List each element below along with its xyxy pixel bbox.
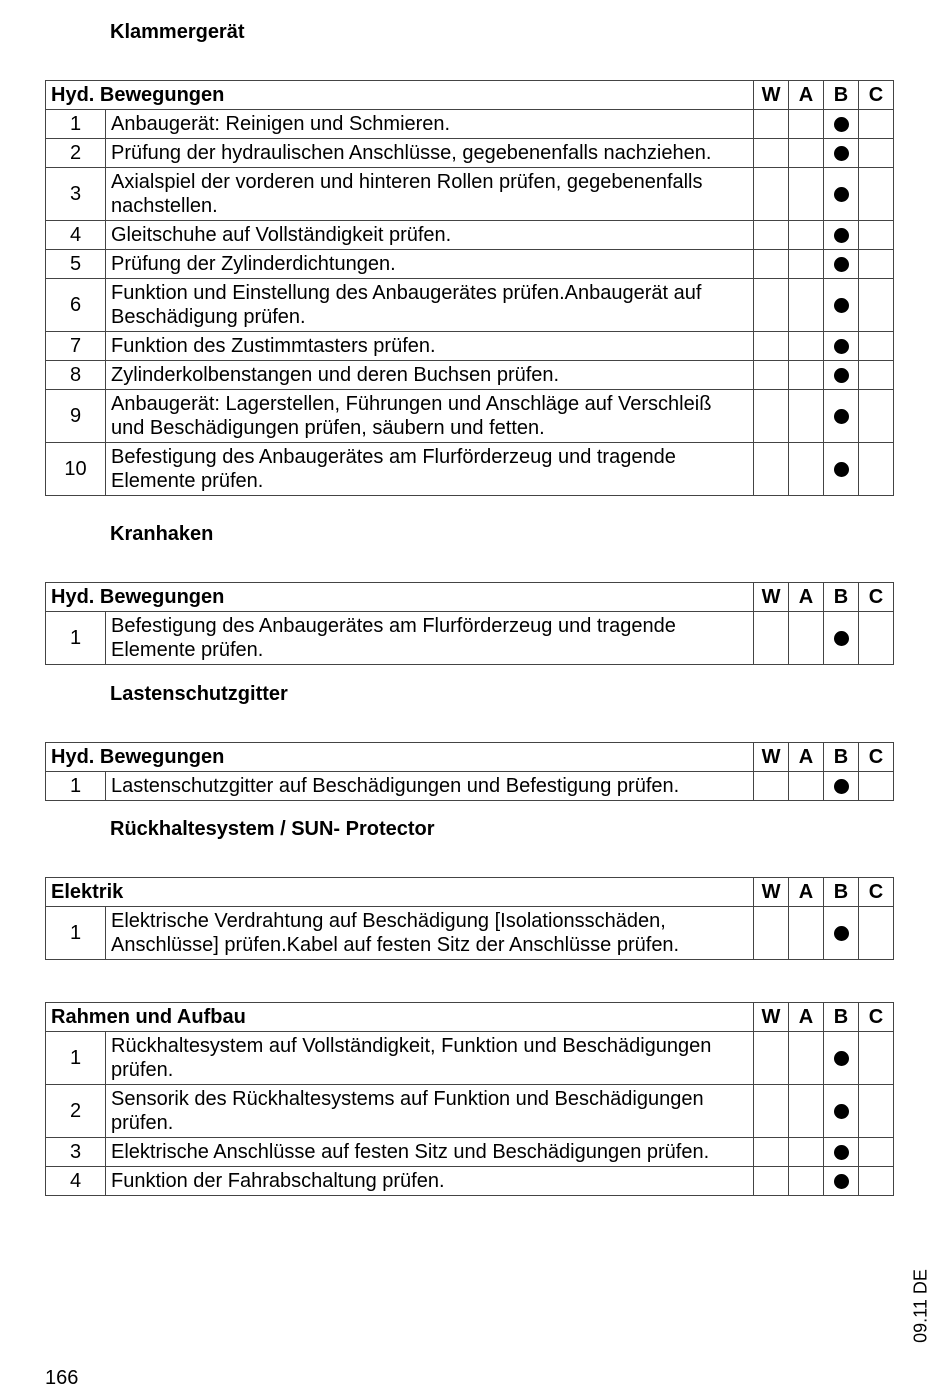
interval-cell-a (789, 1138, 824, 1167)
column-header-a: A (789, 878, 824, 907)
task-description: Lastenschutzgitter auf Beschädigungen und Befestigung prüfen. (106, 772, 754, 801)
interval-cell-w (754, 221, 789, 250)
task-description: Funktion und Einstellung des Anbaugerätes prüfen.Anbaugerät auf Beschädigung prüfen. (106, 279, 754, 332)
interval-cell-w (754, 1032, 789, 1085)
table-title: Hyd. Bewegungen (46, 583, 754, 612)
filled-circle-icon (834, 1104, 849, 1119)
column-header-c: C (859, 878, 894, 907)
table-row (46, 279, 894, 332)
filled-circle-icon (834, 339, 849, 354)
interval-cell-c (859, 907, 894, 960)
column-header-b: B (824, 81, 859, 110)
interval-cell-b (824, 772, 859, 801)
row-number: 2 (46, 139, 106, 168)
task-description: Elektrische Anschlüsse auf festen Sitz und Beschädigungen prüfen. (106, 1138, 754, 1167)
section-heading-klammergeraet: Klammergerät (110, 21, 245, 43)
maintenance-table-rueckhaltesystem-rahmen (45, 1002, 894, 1196)
column-header-w: W (754, 81, 789, 110)
column-header-c: C (859, 583, 894, 612)
interval-cell-a (789, 390, 824, 443)
interval-cell-w (754, 772, 789, 801)
row-number: 1 (46, 772, 106, 801)
interval-cell-c (859, 390, 894, 443)
interval-cell-b (824, 1167, 859, 1196)
interval-cell-a (789, 1085, 824, 1138)
interval-cell-c (859, 279, 894, 332)
column-header-w: W (754, 743, 789, 772)
table-header-row (46, 878, 894, 907)
row-number: 6 (46, 279, 106, 332)
interval-cell-c (859, 250, 894, 279)
section-heading-rueckhaltesystem: Rückhaltesystem / SUN- Protector (110, 818, 435, 840)
interval-cell-c (859, 168, 894, 221)
interval-cell-c (859, 443, 894, 496)
column-header-c: C (859, 743, 894, 772)
table-row (46, 772, 894, 801)
column-header-c: C (859, 1003, 894, 1032)
table-header-row (46, 743, 894, 772)
row-number: 3 (46, 1138, 106, 1167)
filled-circle-icon (834, 926, 849, 941)
interval-cell-a (789, 907, 824, 960)
filled-circle-icon (834, 631, 849, 646)
column-header-a: A (789, 81, 824, 110)
interval-cell-w (754, 250, 789, 279)
maintenance-table-kranhaken-hyd (45, 582, 894, 665)
table-title: Hyd. Bewegungen (46, 743, 754, 772)
date-code: 09.11 DE (910, 1269, 931, 1343)
interval-cell-w (754, 907, 789, 960)
table-row (46, 1085, 894, 1138)
table-title: Rahmen und Aufbau (46, 1003, 754, 1032)
interval-cell-b (824, 390, 859, 443)
task-description: Prüfung der hydraulischen Anschlüsse, gegebenenfalls nachziehen. (106, 139, 754, 168)
interval-cell-c (859, 1085, 894, 1138)
interval-cell-a (789, 361, 824, 390)
row-number: 1 (46, 907, 106, 960)
maintenance-table-klammergeraet-hyd (45, 80, 894, 496)
row-number: 2 (46, 1085, 106, 1138)
filled-circle-icon (834, 1051, 849, 1066)
task-description: Sensorik des Rückhaltesystems auf Funktion und Beschädigungen prüfen. (106, 1085, 754, 1138)
interval-cell-a (789, 139, 824, 168)
interval-cell-c (859, 772, 894, 801)
filled-circle-icon (834, 187, 849, 202)
row-number: 4 (46, 221, 106, 250)
maintenance-table-lastenschutzgitter-hyd (45, 742, 894, 801)
row-number: 7 (46, 332, 106, 361)
table-row (46, 110, 894, 139)
interval-cell-c (859, 1167, 894, 1196)
interval-cell-c (859, 110, 894, 139)
row-number: 9 (46, 390, 106, 443)
task-description: Anbaugerät: Lagerstellen, Führungen und Anschläge auf Verschleiß und Beschädigungen prüfen, säubern und fetten. (106, 390, 754, 443)
filled-circle-icon (834, 1174, 849, 1189)
interval-cell-b (824, 1138, 859, 1167)
table-header-row (46, 81, 894, 110)
task-description: Funktion des Zustimmtasters prüfen. (106, 332, 754, 361)
interval-cell-b (824, 907, 859, 960)
table-row (46, 390, 894, 443)
column-header-a: A (789, 743, 824, 772)
interval-cell-w (754, 443, 789, 496)
interval-cell-w (754, 361, 789, 390)
row-number: 5 (46, 250, 106, 279)
column-header-a: A (789, 583, 824, 612)
interval-cell-a (789, 1167, 824, 1196)
task-description: Elektrische Verdrahtung auf Beschädigung [Isolationsschäden, Anschlüsse] prüfen.Kabel auf festen Sitz der Anschlüsse prüfen. (106, 907, 754, 960)
task-description: Gleitschuhe auf Vollständigkeit prüfen. (106, 221, 754, 250)
column-header-c: C (859, 81, 894, 110)
table-row (46, 139, 894, 168)
table-row (46, 168, 894, 221)
interval-cell-a (789, 772, 824, 801)
interval-cell-a (789, 1032, 824, 1085)
row-number: 1 (46, 1032, 106, 1085)
task-description: Rückhaltesystem auf Vollständigkeit, Funktion und Beschädigungen prüfen. (106, 1032, 754, 1085)
filled-circle-icon (834, 257, 849, 272)
table-row (46, 612, 894, 665)
interval-cell-w (754, 332, 789, 361)
table-row (46, 1138, 894, 1167)
interval-cell-a (789, 443, 824, 496)
interval-cell-w (754, 1138, 789, 1167)
table-row (46, 250, 894, 279)
row-number: 1 (46, 612, 106, 665)
interval-cell-c (859, 612, 894, 665)
interval-cell-b (824, 168, 859, 221)
filled-circle-icon (834, 117, 849, 132)
table-header-row (46, 583, 894, 612)
column-header-w: W (754, 1003, 789, 1032)
interval-cell-w (754, 1167, 789, 1196)
table-row (46, 907, 894, 960)
interval-cell-a (789, 250, 824, 279)
interval-cell-a (789, 221, 824, 250)
interval-cell-a (789, 279, 824, 332)
page-number: 166 (45, 1367, 79, 1389)
column-header-b: B (824, 1003, 859, 1032)
interval-cell-c (859, 221, 894, 250)
interval-cell-b (824, 1085, 859, 1138)
interval-cell-w (754, 279, 789, 332)
interval-cell-b (824, 110, 859, 139)
filled-circle-icon (834, 228, 849, 243)
interval-cell-a (789, 612, 824, 665)
interval-cell-a (789, 332, 824, 361)
interval-cell-w (754, 110, 789, 139)
table-title: Elektrik (46, 878, 754, 907)
interval-cell-b (824, 332, 859, 361)
section-heading-kranhaken: Kranhaken (110, 523, 214, 545)
column-header-w: W (754, 878, 789, 907)
task-description: Zylinderkolbenstangen und deren Buchsen prüfen. (106, 361, 754, 390)
filled-circle-icon (834, 1145, 849, 1160)
filled-circle-icon (834, 368, 849, 383)
interval-cell-w (754, 139, 789, 168)
table-row (46, 332, 894, 361)
section-heading-lastenschutzgitter: Lastenschutzgitter (110, 683, 288, 705)
interval-cell-a (789, 168, 824, 221)
interval-cell-w (754, 168, 789, 221)
interval-cell-b (824, 221, 859, 250)
row-number: 1 (46, 110, 106, 139)
interval-cell-c (859, 1138, 894, 1167)
table-row (46, 443, 894, 496)
interval-cell-c (859, 332, 894, 361)
column-header-b: B (824, 583, 859, 612)
interval-cell-a (789, 110, 824, 139)
row-number: 3 (46, 168, 106, 221)
interval-cell-c (859, 361, 894, 390)
task-description: Prüfung der Zylinderdichtungen. (106, 250, 754, 279)
row-number: 8 (46, 361, 106, 390)
task-description: Axialspiel der vorderen und hinteren Rollen prüfen, gegebenenfalls nachstellen. (106, 168, 754, 221)
interval-cell-w (754, 612, 789, 665)
interval-cell-c (859, 1032, 894, 1085)
row-number: 4 (46, 1167, 106, 1196)
interval-cell-b (824, 250, 859, 279)
column-header-b: B (824, 878, 859, 907)
interval-cell-b (824, 443, 859, 496)
filled-circle-icon (834, 409, 849, 424)
task-description: Befestigung des Anbaugerätes am Flurförderzeug und tragende Elemente prüfen. (106, 443, 754, 496)
table-header-row (46, 1003, 894, 1032)
column-header-w: W (754, 583, 789, 612)
table-row (46, 1167, 894, 1196)
task-description: Funktion der Fahrabschaltung prüfen. (106, 1167, 754, 1196)
interval-cell-b (824, 139, 859, 168)
filled-circle-icon (834, 146, 849, 161)
column-header-a: A (789, 1003, 824, 1032)
interval-cell-b (824, 279, 859, 332)
row-number: 10 (46, 443, 106, 496)
table-row (46, 1032, 894, 1085)
column-header-b: B (824, 743, 859, 772)
filled-circle-icon (834, 298, 849, 313)
table-row (46, 361, 894, 390)
interval-cell-w (754, 390, 789, 443)
interval-cell-b (824, 612, 859, 665)
interval-cell-b (824, 1032, 859, 1085)
filled-circle-icon (834, 462, 849, 477)
table-title: Hyd. Bewegungen (46, 81, 754, 110)
maintenance-table-rueckhaltesystem-elektrik (45, 877, 894, 960)
table-row (46, 221, 894, 250)
interval-cell-c (859, 139, 894, 168)
interval-cell-b (824, 361, 859, 390)
task-description: Befestigung des Anbaugerätes am Flurförderzeug und tragende Elemente prüfen. (106, 612, 754, 665)
filled-circle-icon (834, 779, 849, 794)
interval-cell-w (754, 1085, 789, 1138)
task-description: Anbaugerät: Reinigen und Schmieren. (106, 110, 754, 139)
